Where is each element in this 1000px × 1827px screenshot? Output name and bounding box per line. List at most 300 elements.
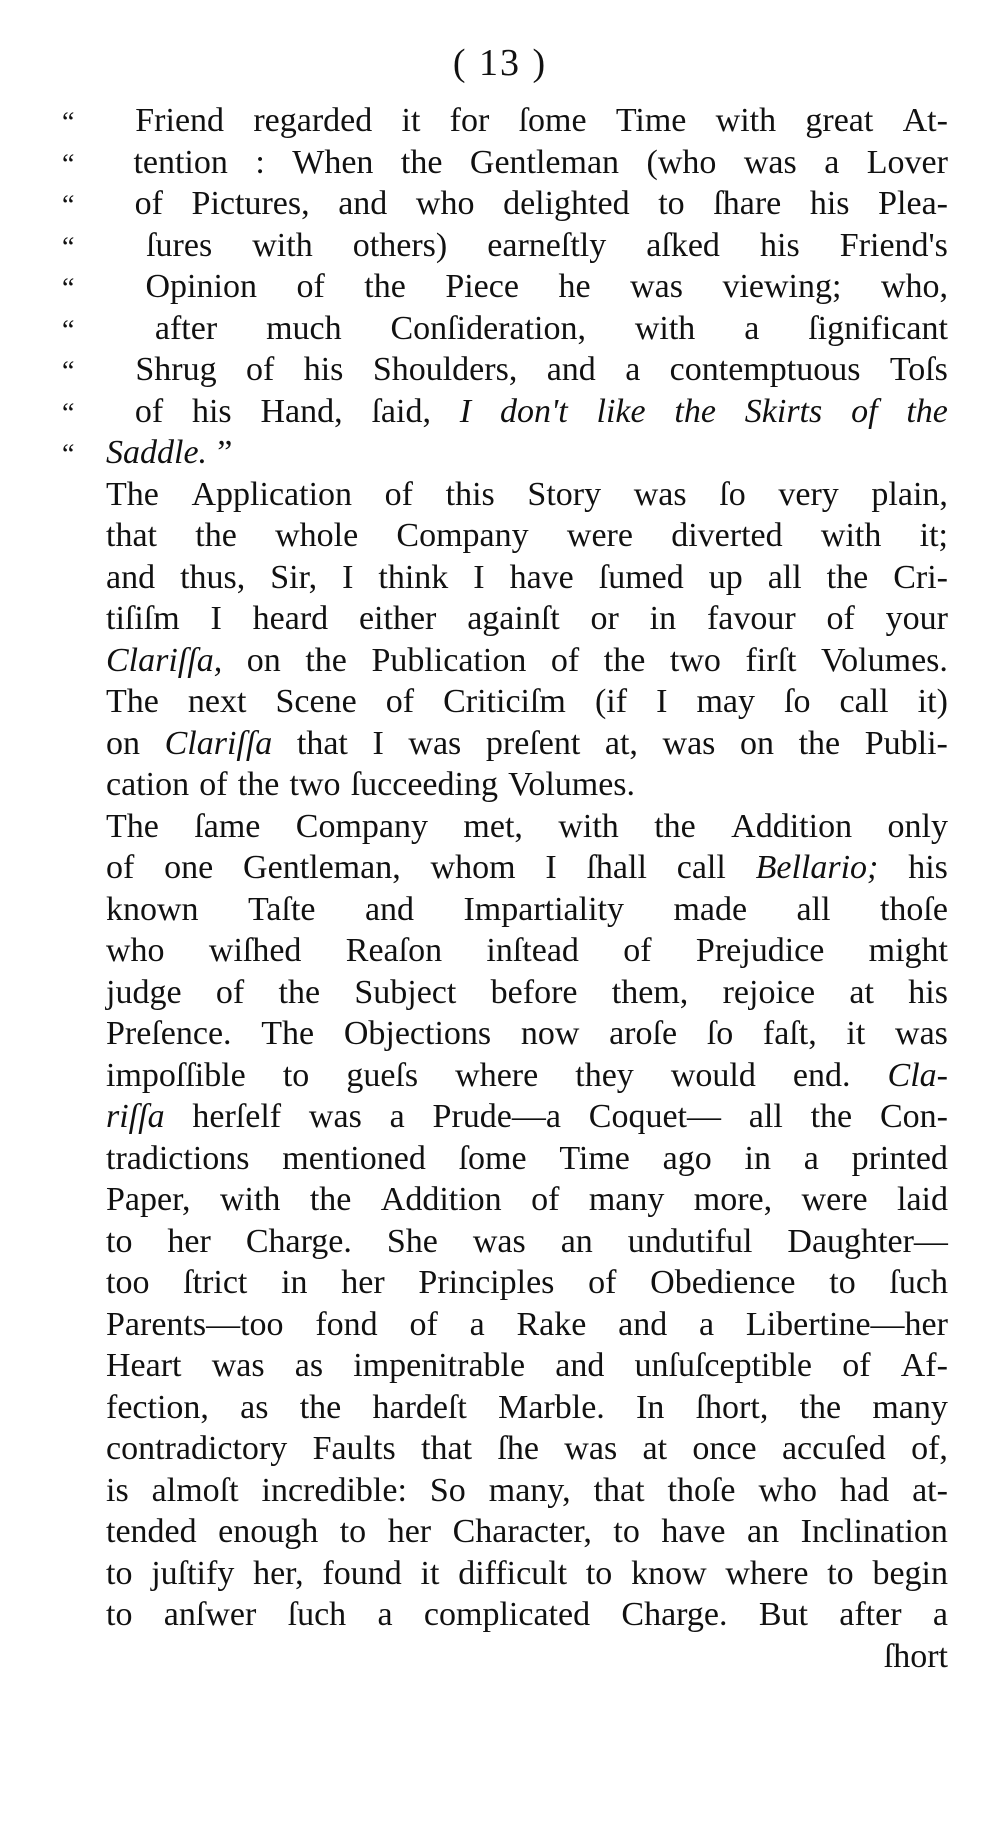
word: Friend's: [839, 226, 948, 264]
word: of: [409, 1305, 438, 1343]
word: was: [472, 1222, 526, 1260]
word: mentioned: [282, 1139, 426, 1177]
text-line: [106, 1511, 948, 1553]
word: with: [252, 226, 313, 264]
word: Friend: [135, 102, 225, 139]
word: ſtrict: [183, 1264, 248, 1301]
word: it;: [919, 517, 948, 554]
word: next: [187, 683, 247, 720]
word: of: [384, 475, 413, 513]
word: up: [708, 558, 743, 596]
word: When: [292, 143, 374, 181]
word: either: [358, 600, 437, 637]
word: Inclination: [800, 1513, 948, 1550]
word: with: [219, 1181, 281, 1218]
word: enough: [218, 1513, 319, 1550]
word: rejoice: [722, 973, 816, 1011]
word: her: [167, 1222, 211, 1260]
quotation-mark: “: [62, 107, 75, 138]
word: on: [246, 641, 281, 679]
word: an: [747, 1513, 780, 1550]
word: ago: [662, 1139, 712, 1177]
word: contemptuous: [669, 351, 861, 388]
word: riſſa: [106, 1098, 165, 1135]
text-line: [62, 183, 948, 225]
word: many: [588, 1181, 665, 1218]
word: incredible:: [261, 1471, 407, 1509]
word: too: [106, 1264, 150, 1301]
word: made: [673, 890, 748, 928]
text-line: [106, 1428, 948, 1470]
text-line: [62, 349, 948, 391]
word: of: [106, 849, 135, 886]
word: Scene: [275, 683, 357, 720]
word: Pictures,: [191, 185, 310, 222]
word: Plea-: [878, 185, 948, 222]
word: they: [575, 1056, 634, 1094]
word: Gentleman: [469, 143, 620, 181]
text-line: [62, 432, 948, 474]
quotation-mark: “: [62, 356, 75, 387]
word: Charge.: [621, 1596, 728, 1633]
word: is: [106, 1471, 129, 1509]
word: where: [455, 1056, 539, 1094]
text-line: [106, 681, 948, 723]
word: Character,: [452, 1513, 592, 1550]
word: In: [636, 1388, 665, 1426]
word: call: [676, 849, 726, 886]
text-line: [106, 1055, 948, 1097]
word: impenitrable: [353, 1347, 526, 1384]
word: diverted: [671, 517, 783, 554]
word: cation: [106, 766, 190, 803]
word: his: [191, 392, 232, 430]
text-line: [106, 764, 948, 806]
word: printed: [851, 1139, 948, 1177]
word: and: [555, 1347, 605, 1384]
word: who: [106, 932, 165, 969]
word: At-: [902, 102, 948, 139]
word: ſures: [146, 226, 213, 264]
word: anſwer: [163, 1596, 257, 1633]
word: But: [758, 1596, 808, 1633]
word: Volumes.: [508, 766, 636, 803]
word: ſhort,: [695, 1388, 769, 1426]
word: a: [824, 143, 840, 181]
word: only: [887, 807, 948, 845]
word: it: [420, 1554, 440, 1592]
word: tradictions: [106, 1139, 250, 1177]
word: (if: [594, 683, 628, 720]
word: at,: [604, 724, 638, 762]
word: a: [699, 1305, 715, 1343]
text-line: [106, 1304, 948, 1346]
word: wiſhed: [208, 932, 302, 969]
text-line: [106, 515, 948, 557]
word: and: [364, 890, 415, 928]
text-line: [106, 1594, 948, 1636]
word: he: [558, 268, 591, 305]
word: of: [531, 1181, 560, 1218]
word: two: [289, 766, 341, 803]
word: the: [400, 143, 443, 181]
word: viewing;: [722, 268, 842, 305]
word: who: [758, 1471, 818, 1509]
word: and: [546, 351, 596, 388]
word: to: [658, 185, 685, 222]
word: her,: [253, 1554, 304, 1592]
word: Shoulders,: [372, 351, 518, 388]
word: undutiful: [627, 1222, 753, 1260]
word: have: [509, 558, 574, 596]
word: as: [294, 1347, 324, 1384]
word: tention: [133, 143, 228, 181]
word: of: [851, 392, 878, 430]
word: ſome: [458, 1139, 527, 1177]
word: with: [820, 517, 882, 554]
word: was: [308, 1098, 362, 1135]
word: The: [261, 1015, 315, 1052]
word: Company: [396, 517, 529, 554]
word: to: [585, 1554, 613, 1592]
word: the: [810, 1098, 853, 1135]
word: ſome: [518, 102, 587, 139]
word: with: [558, 807, 619, 845]
text-line: [106, 889, 948, 931]
word: it: [846, 1015, 866, 1052]
word: heard: [252, 600, 329, 637]
word: a: [469, 1305, 485, 1343]
text-line: [106, 1179, 948, 1221]
word: her: [341, 1264, 385, 1301]
word: Parents—too: [106, 1305, 284, 1343]
text-line: [106, 1553, 948, 1595]
word: found: [322, 1554, 402, 1592]
text-line: [106, 723, 948, 765]
word: Saddle.: [106, 434, 208, 471]
word: judge: [106, 973, 182, 1011]
word: was: [564, 1430, 618, 1467]
word: Bellario;: [755, 849, 879, 886]
word: the: [364, 268, 406, 305]
word: to: [339, 1513, 367, 1550]
word: the: [798, 724, 841, 762]
catchword-line: [106, 1636, 948, 1678]
word: known: [106, 890, 199, 928]
text-line: [62, 266, 948, 308]
word: and: [618, 1305, 668, 1343]
word: Marble.: [498, 1388, 605, 1426]
word: as: [240, 1388, 269, 1426]
text-line: [106, 598, 948, 640]
word: the: [603, 641, 646, 679]
word: Taſte: [248, 890, 316, 928]
text-line: [62, 225, 948, 267]
word: the: [826, 558, 869, 596]
word: I: [473, 558, 485, 596]
text-line: [62, 308, 948, 350]
word: the: [237, 766, 280, 803]
word: to: [827, 1554, 854, 1592]
word: faſt,: [762, 1015, 817, 1052]
word: The: [106, 475, 159, 513]
word: Charge.: [245, 1222, 352, 1260]
word: tended: [106, 1513, 197, 1550]
word: at-: [912, 1471, 948, 1509]
text-line: [106, 847, 948, 889]
word: Gentleman,: [243, 849, 401, 886]
word: ſhall: [586, 849, 647, 886]
word: after: [839, 1596, 902, 1633]
word: of: [550, 641, 580, 679]
word: delighted: [503, 185, 630, 222]
word: againſt: [467, 600, 560, 637]
word: your: [885, 600, 948, 637]
word: now: [520, 1015, 580, 1052]
word: Daughter—: [787, 1222, 948, 1260]
word: her: [387, 1513, 432, 1550]
word: ſuch: [287, 1596, 347, 1633]
word: end.: [792, 1056, 851, 1094]
word: The: [106, 807, 159, 845]
word: Libertine—her: [745, 1305, 948, 1343]
word: like: [596, 392, 646, 430]
word: Time: [615, 102, 687, 139]
word: that: [421, 1430, 473, 1467]
word: begin: [872, 1554, 948, 1592]
word: of: [134, 392, 164, 430]
word: laid: [897, 1181, 948, 1218]
word: were: [566, 517, 633, 554]
quotation-mark: “: [62, 231, 75, 263]
word: Rake: [516, 1305, 587, 1343]
word: all: [796, 890, 831, 928]
text-line: [106, 557, 948, 599]
word: all: [748, 1098, 783, 1135]
text-line: [106, 806, 948, 848]
text-line: [106, 474, 948, 516]
word: one: [164, 849, 214, 886]
word: was: [630, 268, 683, 305]
word: that: [106, 517, 157, 554]
word: difficult: [458, 1554, 568, 1592]
word: of: [134, 185, 163, 222]
word: Piece: [445, 268, 519, 305]
word: Sir,: [270, 558, 318, 596]
word: all: [767, 558, 802, 596]
word: Prejudice: [695, 932, 825, 969]
quotation-mark: “: [62, 314, 75, 346]
word: ſhe: [497, 1430, 539, 1467]
word: a: [932, 1596, 948, 1633]
word: of: [246, 351, 275, 388]
word: more,: [693, 1181, 773, 1218]
word: Application: [191, 475, 353, 513]
word: hardeſt: [372, 1388, 467, 1426]
word: think: [378, 558, 449, 596]
word: ſame: [194, 807, 261, 845]
word: two: [669, 641, 721, 679]
quotation-mark: “: [62, 273, 75, 304]
word: a: [377, 1596, 393, 1633]
word: know: [631, 1554, 707, 1592]
word: ”: [217, 434, 233, 471]
word: a: [389, 1098, 405, 1135]
quotation-mark: “: [62, 397, 75, 429]
word: of: [215, 973, 245, 1011]
word: Cla-: [887, 1056, 948, 1094]
word: Principles: [418, 1264, 555, 1301]
word: his: [303, 351, 344, 388]
word: aroſe: [609, 1015, 678, 1052]
word: gueſs: [346, 1056, 419, 1094]
word: plain,: [871, 475, 948, 513]
word: ſo: [719, 475, 746, 513]
word: a: [625, 351, 641, 388]
word: Publi-: [864, 724, 948, 762]
word: the: [195, 517, 237, 554]
word: ſumed: [598, 558, 684, 596]
word: Con-: [879, 1098, 948, 1135]
word: Faults: [312, 1430, 396, 1467]
word: Time: [559, 1139, 630, 1177]
word: was: [633, 475, 687, 513]
word: his: [809, 185, 850, 222]
word: fond: [315, 1305, 378, 1343]
word: whole: [275, 517, 359, 554]
word: ſhare: [713, 185, 782, 222]
word: thus,: [180, 558, 246, 596]
word: the: [278, 973, 321, 1011]
word: to: [829, 1264, 856, 1301]
word: complicated: [423, 1596, 591, 1633]
word: after: [154, 309, 218, 347]
word: So: [429, 1471, 466, 1509]
word: many: [872, 1388, 948, 1426]
text-line: [106, 1013, 948, 1055]
word: to: [282, 1056, 310, 1094]
word: who,: [880, 268, 948, 305]
word: Addition: [731, 807, 853, 845]
word: call: [839, 683, 889, 720]
word: regarded: [253, 102, 373, 139]
word: to: [106, 1222, 133, 1260]
word: the: [309, 1181, 352, 1218]
word: Cri-: [893, 558, 948, 596]
word: Reaſon: [345, 932, 443, 969]
word: the: [305, 641, 347, 679]
word: Paper,: [106, 1181, 191, 1218]
word: preſent: [485, 724, 581, 762]
word: Volumes.: [821, 641, 948, 679]
word: this: [445, 475, 495, 513]
word: ſuch: [889, 1264, 948, 1301]
word: whom: [430, 849, 516, 886]
word: The: [106, 683, 159, 720]
word: the: [654, 807, 696, 845]
word: Af-: [900, 1347, 948, 1384]
word: of: [199, 766, 228, 803]
word: the: [674, 392, 716, 430]
word: to: [106, 1554, 133, 1592]
word: inſtead: [486, 932, 579, 969]
word: earneſtly: [487, 226, 607, 264]
word: firſt: [745, 641, 797, 679]
word: tiſiſm: [106, 600, 180, 637]
text-line: [106, 640, 948, 682]
word: I: [210, 600, 222, 637]
word: aſked: [646, 226, 720, 264]
word: at: [642, 1430, 668, 1467]
word: Hand,: [260, 392, 343, 430]
word: herſelf: [192, 1098, 282, 1135]
word: or: [590, 600, 619, 637]
word: Shrug: [135, 351, 217, 388]
word: Criticiſm: [443, 683, 566, 720]
word: met,: [463, 807, 523, 845]
word: was: [408, 724, 462, 762]
word: I: [656, 683, 668, 720]
word: his: [908, 849, 948, 886]
word: others): [352, 226, 448, 264]
word: :: [255, 143, 265, 181]
word: Addition: [380, 1181, 502, 1218]
word: of: [385, 683, 415, 720]
word: with: [715, 102, 777, 139]
word: Opinion: [145, 268, 257, 305]
word: many,: [488, 1471, 571, 1509]
word: Conſideration,: [390, 309, 586, 347]
word: at: [849, 973, 874, 1011]
word: his: [760, 226, 800, 264]
word: and: [338, 185, 388, 222]
word: Subject: [354, 973, 457, 1011]
word: was: [895, 1015, 948, 1052]
word: much: [266, 309, 342, 347]
text-line: [106, 1470, 948, 1512]
word: it): [917, 683, 948, 720]
word: to: [106, 1596, 133, 1633]
word: Story: [527, 475, 602, 513]
word: the: [906, 392, 948, 430]
word: on: [740, 724, 774, 762]
quotation-mark: “: [62, 190, 75, 221]
word: was: [211, 1347, 265, 1384]
word: almoſt: [151, 1471, 239, 1509]
word: of: [826, 600, 855, 637]
word: was: [743, 143, 797, 181]
word: ſignificant: [808, 309, 948, 347]
word: Preſence.: [106, 1015, 232, 1052]
word: Clariſſa: [164, 724, 273, 762]
word: I: [372, 724, 384, 762]
word: of: [623, 932, 652, 969]
word: would: [670, 1056, 756, 1094]
word: Obedience: [650, 1264, 796, 1301]
word: an: [560, 1222, 593, 1260]
word: once: [692, 1430, 757, 1467]
word: Company: [295, 807, 428, 845]
word: I: [342, 558, 354, 596]
word: great: [805, 102, 874, 139]
text-line: [106, 1096, 948, 1138]
word: Skirts: [744, 392, 823, 430]
word: juſtify: [151, 1554, 235, 1592]
word: them,: [611, 973, 689, 1011]
word: ſaid,: [371, 392, 431, 430]
word: thoſe: [879, 890, 948, 928]
word: might: [868, 932, 948, 969]
